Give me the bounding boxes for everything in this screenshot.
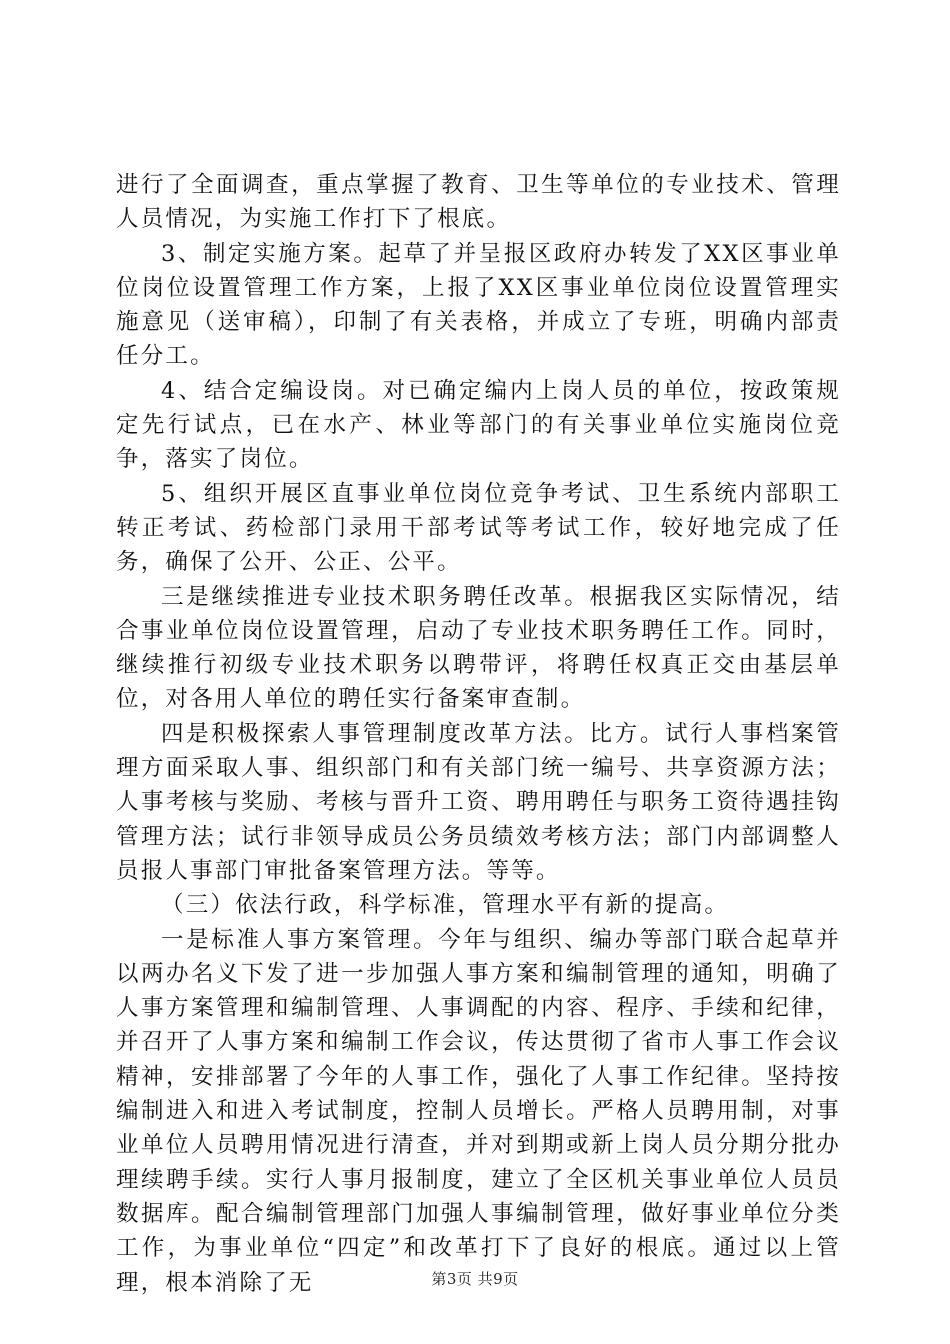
paragraph-exams: 5、组织开展区直事业单位岗位竞争考试、卫生系统内部职工转正考试、药检部门录用干部考试等考试工作，较好地完成了任务，确保了公开、公正、公平。 [116,480,841,576]
paragraph-management-reform: 四是积极探索人事管理制度改革方法。比方。试行人事档案管理方面采取人事、组织部门和有关部门统一编号、共享资源方法；人事考核与奖励、考核与晋升工资、聘用聘任与职务工资待遇挂钩管理方法；试行非领导成员公务员绩效考核方法；部门内部调整人员报人事部门审批备案管理方法。等等。 [116,720,841,884]
document-body [116,168,841,1300]
paragraph-staffing-posts: 4、结合定编设岗。对已确定编内上岗人员的单位，按政策规定先行试点，已在水产、林业等部门的有关事业单位实施岗位竞争，落实了岗位。 [116,377,841,473]
section-heading-three: （三）依法行政，科学标准，管理水平有新的提高。 [161,892,730,919]
paragraph-personnel-plan-management: 一是标准人事方案管理。今年与组织、编办等部门联合起草并以两办名义下发了进一步加强人事方案和编制管理的通知，明确了人事方案管理和编制管理、人事调配的内容、程序、手续和纪律，并召开了人事方案和编制工作会议，传达贯彻了省市人事工作会议精神，安排部署了今年的人事工作，强化了人事工作纪律。坚持按编制进入和进入考试制度，控制人员增长。严格人员聘用制，对事业单位人员聘用情况进行清查，并对到期或新上岗人员分期分批办理续聘手续。实行人事月报制度，建立了全区机关事业单位人员员数据库。配合编制管理部门加强人事编制管理，做好事业单位分类工作，为事业单位“四定”和改革打下了良好的根底。通过以上管理，根本消除了无 [116,926,841,1296]
page-footer: 第3页 共9页 [431,1270,519,1288]
paragraph-title-appointment-reform: 三是继续推进专业技术职务聘任改革。根据我区实际情况，结合事业单位岗位设置管理，启动了专业技术职务聘任工作。同时，继续推行初级专业技术职务以聘带评，将聘任权真正交由基层单位，对各用人单位的聘任实行备案审查制。 [116,583,841,713]
paragraph-continued: 进行了全面调查，重点掌握了教育、卫生等单位的专业技术、管理人员情况，为实施工作打下了根底。 [116,172,841,233]
paragraph-implementation-plan: 3、制定实施方案。起草了并呈报区政府办转发了XX区事业单位岗位设置管理工作方案，上报了XX区事业单位岗位设置管理实施意见（送审稿），印制了有关表格，并成立了专班，明确内部责任分工。 [116,240,841,370]
